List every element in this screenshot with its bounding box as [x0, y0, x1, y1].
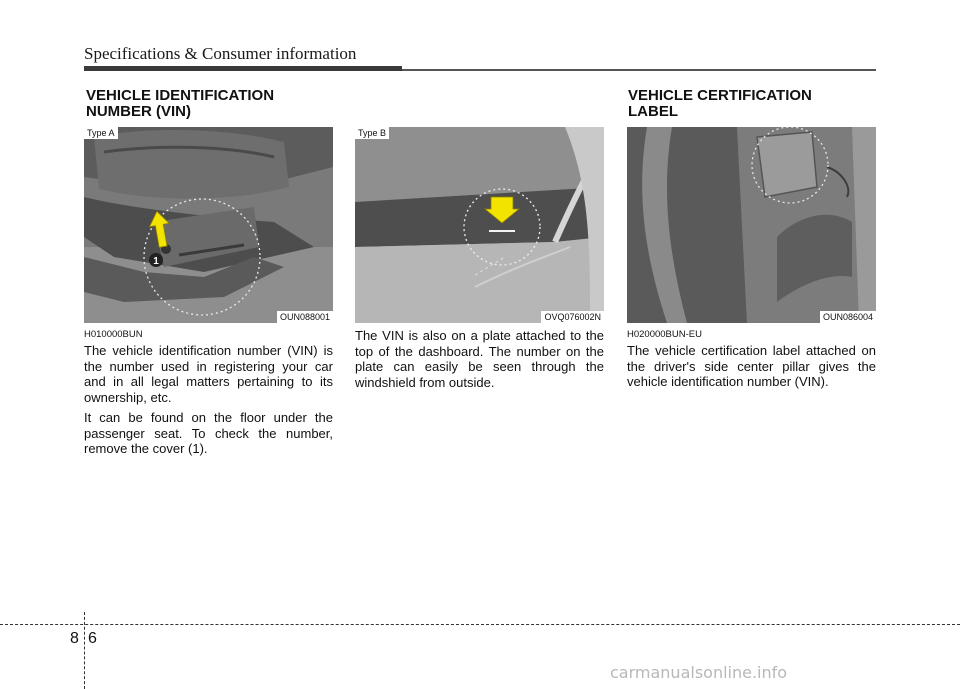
- photo-b-caption: OVQ076002N: [541, 311, 604, 323]
- vin-title-line2: NUMBER (VIN): [86, 103, 191, 120]
- vin-b-body: [355, 328, 604, 395]
- cert-section-title: [628, 88, 812, 120]
- footer-rule: [0, 624, 960, 625]
- photo-center-pillar: [627, 127, 876, 323]
- vin-paragraph-1: The vehicle identification number (VIN) is the number used in registering your car and in all legal matters pertaining to its ownership, etc.: [84, 343, 333, 405]
- chapter-number: 8: [70, 630, 79, 647]
- vin-title-line1: VEHICLE IDENTIFICATION: [86, 87, 275, 104]
- vin-code: H010000BUN: [84, 329, 143, 340]
- type-b-label: Type B: [355, 127, 389, 139]
- photo-type-a-seat: [84, 127, 333, 323]
- cert-title-line2: LABEL: [628, 103, 678, 120]
- photo-type-b-dashboard: [355, 127, 604, 323]
- cert-code: H020000BUN-EU: [627, 329, 702, 340]
- cert-title-line1: VEHICLE CERTIFICATION: [628, 87, 812, 104]
- vin-section-title: [86, 88, 274, 120]
- running-header: Specifications & Consumer information: [84, 44, 357, 63]
- photo-c-caption: OUN086004: [820, 311, 876, 323]
- cert-body: [627, 343, 876, 395]
- header-rule-thick: [84, 66, 402, 71]
- photo-a-caption: OUN088001: [277, 311, 333, 323]
- watermark: carmanualsonline.info: [610, 663, 788, 682]
- footer-divider: [84, 612, 85, 689]
- vin-body: [84, 343, 333, 462]
- page-number: 6: [88, 630, 97, 647]
- callout-number: 1: [153, 256, 159, 267]
- type-a-label: Type A: [84, 127, 118, 139]
- vin-b-paragraph: The VIN is also on a plate attached to the top of the dashboard. The number on the plate can easily be seen through the windshield from outside.: [355, 328, 604, 390]
- header-rule-thin: [402, 69, 876, 71]
- vin-paragraph-2: It can be found on the floor under the passenger seat. To check the number, remove the cover (1).: [84, 410, 333, 456]
- cert-paragraph: The vehicle certification label attached on the driver's side center pillar gives the vehicle identification number (VIN).: [627, 343, 876, 389]
